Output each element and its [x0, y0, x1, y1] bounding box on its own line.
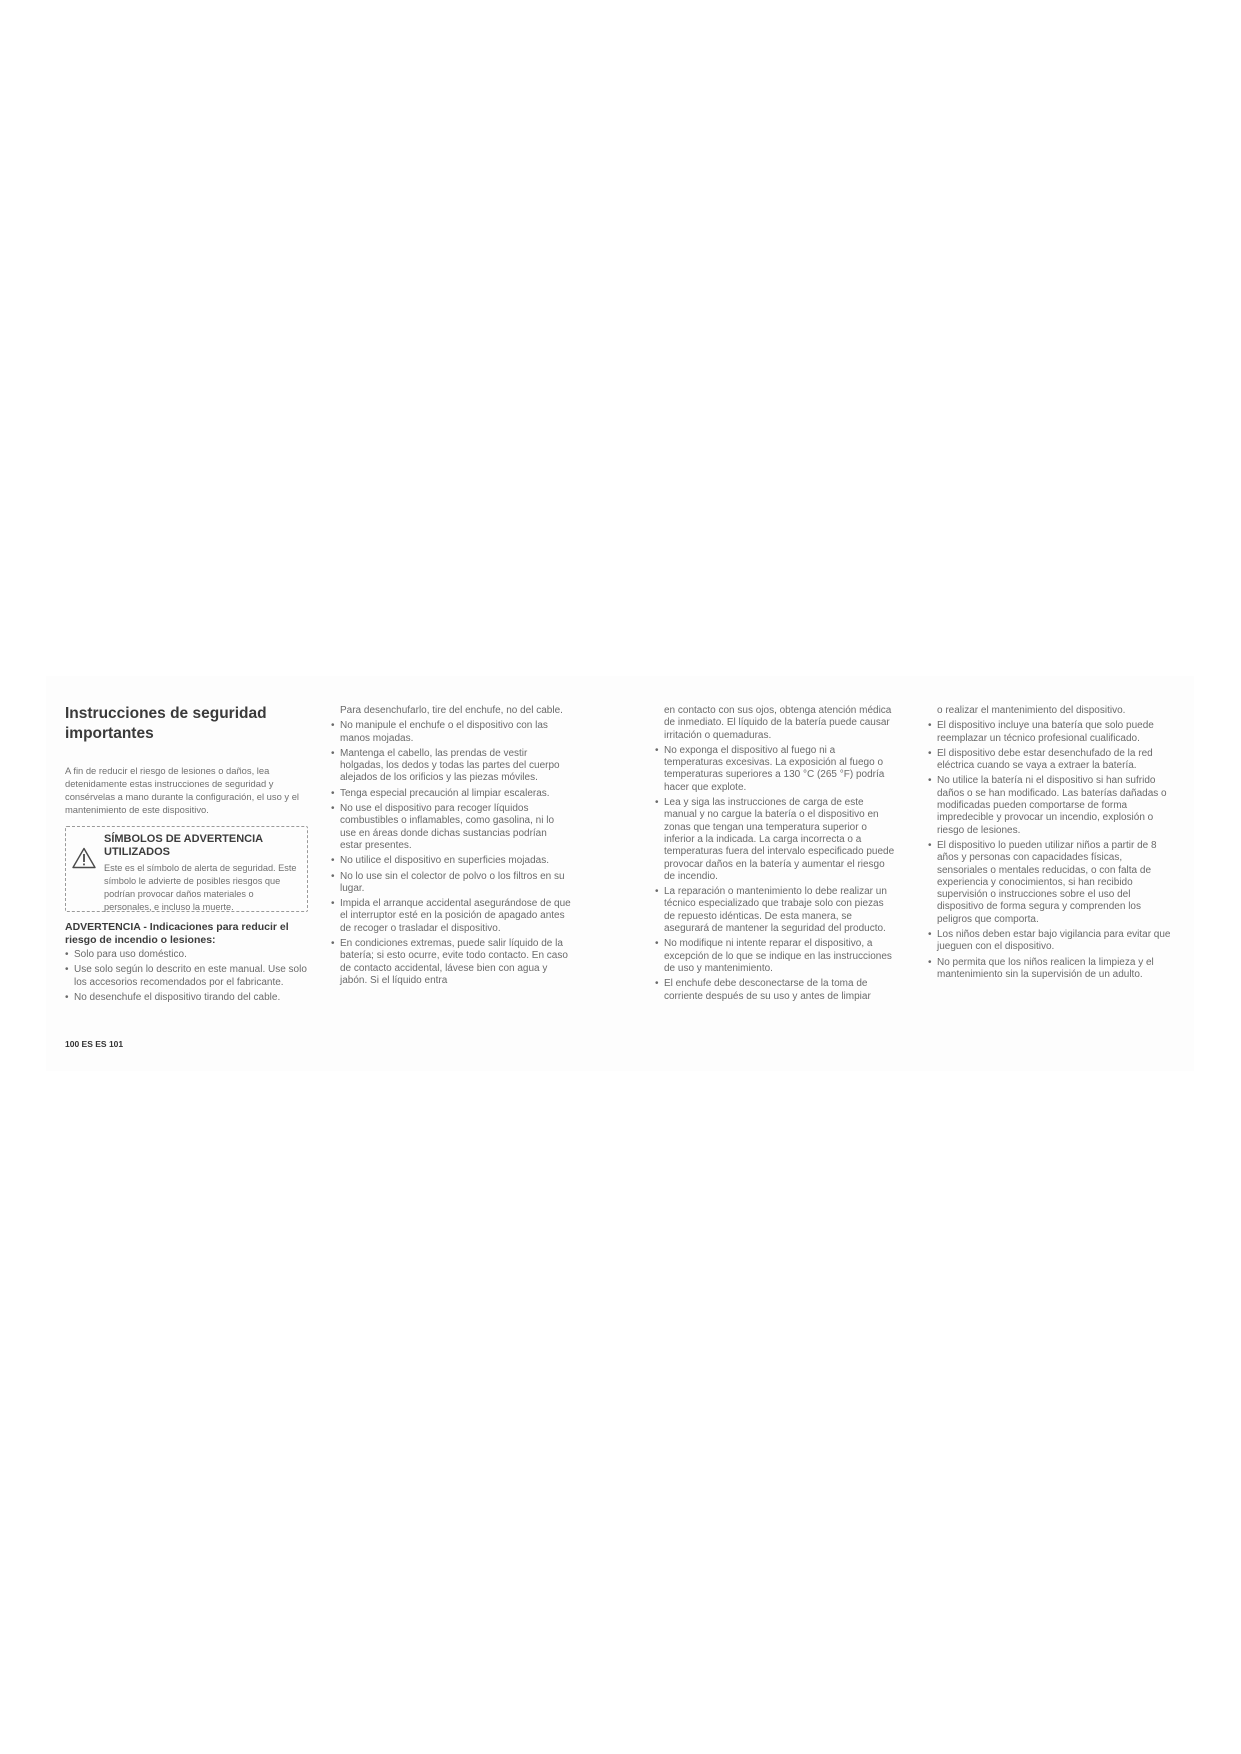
list-item: • No modifique ni intente reparar el dispositivo, a excepción de lo que se indique en las instrucciones de uso y mantenimiento.	[655, 938, 895, 975]
list-item: • No lo use sin el colector de polvo o los filtros en su lugar.	[331, 871, 571, 896]
safety-list-col3	[655, 745, 895, 1003]
warning-heading: SÍMBOLOS DE ADVERTENCIA UTILIZADOS	[104, 833, 263, 858]
list-item: • No exponga el dispositivo al fuego ni a temperaturas excesivas. La exposición al fuego o temperaturas superiores a 130 °C (265 °F) podría hacer que explote.	[655, 745, 895, 794]
safety-list-col2	[331, 720, 571, 987]
list-item: • No utilice el dispositivo en superficies mojadas.	[331, 855, 571, 867]
column-3	[655, 705, 895, 1006]
list-item: • Use solo según lo descrito en este manual. Use solo los accesorios recomendados por el fabricante.	[65, 964, 307, 989]
list-item: • Mantenga el cabello, las prendas de vestir holgadas, los dedos y todas las partes del cuerpo alejados de los orificios y las piezas móviles.	[331, 748, 571, 785]
safety-list-col4	[928, 720, 1174, 981]
manual-spread	[46, 676, 1194, 1071]
list-item: • El dispositivo debe estar desenchufado de la red eléctrica cuando se vaya a extraer la batería.	[928, 748, 1174, 773]
continuation-text: en contacto con sus ojos, obtenga atención médica de inmediato. El líquido de la batería puede causar irritación o quemaduras.	[664, 705, 892, 741]
page-title: Instrucciones de seguridad importantes	[65, 705, 267, 742]
list-item: • No utilice la batería ni el dispositivo si han sufrido daños o se han modificado. Las baterías dañadas o modificadas pueden comportarse de forma impredecible y provocar un incendio, explosión o riesgo de lesiones.	[928, 775, 1174, 836]
continuation-text: Para desenchufarlo, tire del enchufe, no del cable.	[340, 705, 563, 716]
list-item: • Tenga especial precaución al limpiar escaleras.	[331, 788, 571, 800]
continuation-text: o realizar el mantenimiento del dispositivo.	[937, 705, 1126, 716]
intro-paragraph: A fin de reducir el riesgo de lesiones o daños, lea detenidamente estas instrucciones de seguridad y consérvelas a mano durante la configuración, el uso y el mantenimiento de este dispositivo.	[65, 765, 299, 815]
list-item: • El dispositivo incluye una batería que solo puede reemplazar un técnico profesional cualificado.	[928, 720, 1174, 745]
list-item: • En condiciones extremas, puede salir líquido de la batería; si esto ocurre, evite todo contacto. En caso de contacto accidental, lávese bien con agua y jabón. Si el líquido entra	[331, 938, 571, 987]
safety-list-col1	[65, 949, 307, 1004]
warning-subheading: ADVERTENCIA - Indicaciones para reducir el riesgo de incendio o lesiones:	[65, 921, 289, 946]
column-1	[65, 704, 307, 1007]
warning-symbols-box	[65, 826, 308, 912]
list-item: • No use el dispositivo para recoger líquidos combustibles o inflamables, como gasolina, ni lo use en áreas donde dichas sustancias podrían estar presentes.	[331, 803, 571, 852]
warning-triangle-icon	[72, 847, 96, 869]
column-2	[331, 705, 571, 990]
list-item: • No manipule el enchufe o el dispositivo con las manos mojadas.	[331, 720, 571, 745]
warning-text: Este es el símbolo de alerta de seguridad. Este símbolo le advierte de posibles riesgos que podrían provocar daños materiales o personales, e incluso la muerte.	[104, 863, 297, 912]
list-item: • El enchufe debe desconectarse de la toma de corriente después de su uso y antes de limpiar	[655, 978, 895, 1003]
list-item: • Los niños deben estar bajo vigilancia para evitar que jueguen con el dispositivo.	[928, 929, 1174, 954]
list-item: • Solo para uso doméstico.	[65, 949, 307, 961]
list-item: • El dispositivo lo pueden utilizar niños a partir de 8 años y personas con capacidades físicas, sensoriales o mentales reducidas, o con falta de experiencia y conocimientos, si han recibido supervisión o instrucciones sobre el uso del dispositivo de forma segura y comprenden los peligros que comporta.	[928, 840, 1174, 926]
list-item: • No permita que los niños realicen la limpieza y el mantenimiento sin la supervisión de un adulto.	[928, 957, 1174, 982]
list-item: • Lea y siga las instrucciones de carga de este manual y no cargue la batería o el dispositivo en zonas que tengan una temperatura superior o inferior a la indicada. La carga incorrecta o a temperaturas fuera del intervalo especificado puede provocar daños en la batería y aumentar el riesgo de incendio.	[655, 797, 895, 883]
list-item: • No desenchufe el dispositivo tirando del cable.	[65, 992, 307, 1004]
list-item: • Impida el arranque accidental asegurándose de que el interruptor esté en la posición de apagado antes de recoger o trasladar el dispositivo.	[331, 898, 571, 935]
list-item: • La reparación o mantenimiento lo debe realizar un técnico especializado que trabaje solo con piezas de repuesto idénticas. De esta manera, se asegurará de mantener la seguridad del producto.	[655, 886, 895, 935]
column-4	[928, 705, 1174, 984]
page-numbers: 100 ES ES 101	[65, 1039, 124, 1049]
